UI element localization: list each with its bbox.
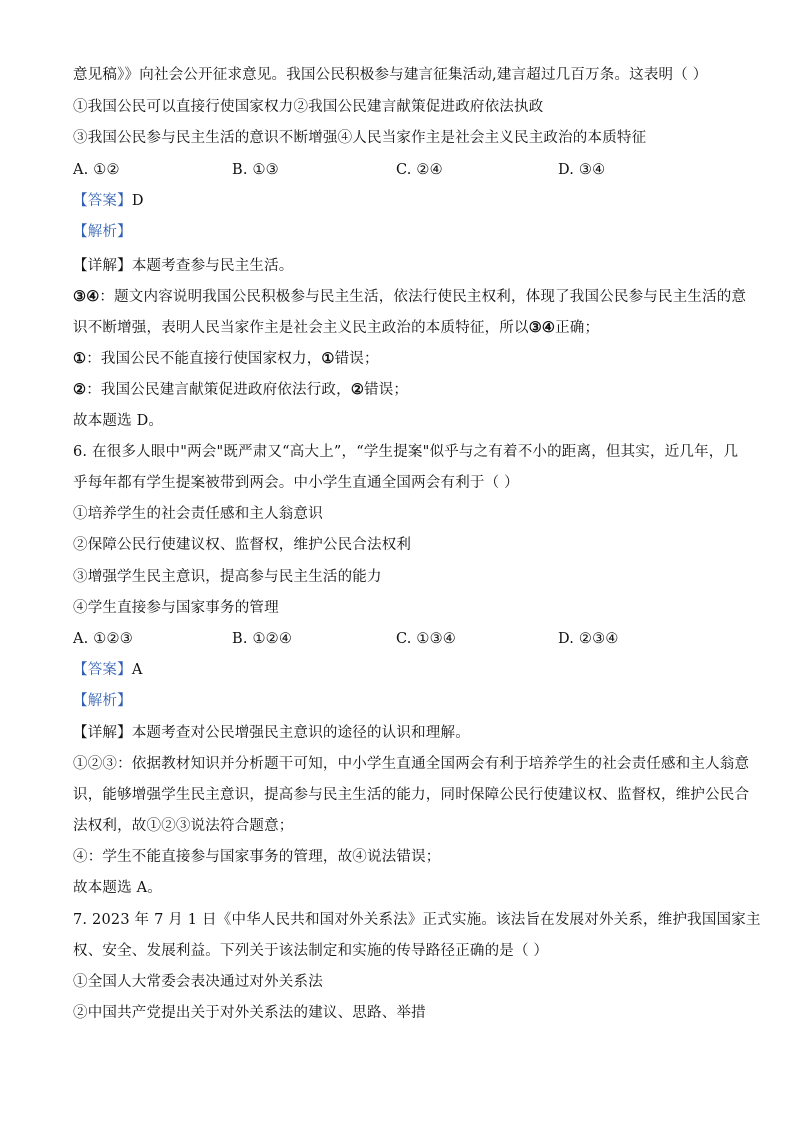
q5-answer	[73, 191, 144, 211]
q5-option-b: B. ①③	[232, 162, 279, 178]
q6-answer	[73, 660, 142, 680]
q5-explanation-3: ②：我国公民建言献策促进政府依法行政，②错误；	[73, 381, 409, 398]
q5-stem-tail: 意见稿》》向社会公开征求意见。我国公民积极参与建言征集活动,建言超过几百万条。这表明（ ）	[73, 67, 708, 83]
q6-explanation-1: ①②③：依据教材知识并分析题干可知，中小学生直通全国两会有利于培养学生的社会责任感和主人翁意	[73, 756, 750, 772]
q7-stem-1: 7. 2023 年 7 月 1 日《中华人民共和国对外关系法》正式实施。该法旨在发展对外关系，维护我国国家主	[73, 912, 761, 928]
q5-statement-3-4: ③我国公民参与民主生活的意识不断增强④人民当家作主是社会主义民主政治的本质特征	[73, 130, 647, 146]
q7-statement-1: ①全国人大常委会表决通过对外关系法	[73, 974, 323, 990]
q6-statement-3: ③增强学生民主意识，提高参与民主生活的能力	[73, 569, 382, 585]
detail-tag: 【详解】	[73, 258, 132, 274]
q5-conclusion: 故本题选 D。	[73, 413, 164, 429]
detail-tag: 【详解】	[73, 725, 132, 741]
q6-options	[73, 629, 723, 649]
q6-stem-2: 乎每年都有学生提案被带到两会。中小学生直通全国两会有利于（ ）	[73, 475, 519, 491]
q6-explanation-2: 识，能够增强学生民主意识，提高参与民主生活的能力，同时保障公民行使建议权、监督权，维护公民合	[73, 787, 750, 803]
q6-statement-4: ④学生直接参与国家事务的管理	[73, 600, 279, 616]
q6-statement-2: ②保障公民行使建议权、监督权，维护公民合法权利	[73, 537, 412, 553]
q5-option-a: A. ①②	[73, 162, 120, 178]
q6-option-b: B. ①②④	[232, 631, 293, 647]
answer-value: A	[131, 662, 143, 678]
q5-explanation-2: ①：我国公民不能直接行使国家权力，①错误；	[73, 350, 379, 367]
q5-option-c: C. ②④	[396, 162, 443, 178]
q5-statement-1-2: ①我国公民可以直接行使国家权力②我国公民建言献策促进政府依法执政	[73, 99, 544, 115]
q6-option-a: A. ①②③	[73, 631, 133, 647]
detail-text: 本题考查参与民主生活。	[131, 258, 294, 274]
q6-explanation-4: ④：学生不能直接参与国家事务的管理，故④说法错误；	[73, 849, 441, 865]
answer-tag: 【答案】	[73, 193, 132, 209]
detail-text: 本题考查对公民增强民主意识的途径的认识和理解。	[131, 725, 470, 741]
q6-explanation-3: 法权利，故①②③说法符合题意；	[73, 818, 294, 834]
q5-explanation-1a: ③④：题文内容说明我国公民积极参与民主生活，依法行使民主权利，体现了我国公民参与民主生活的意	[73, 288, 747, 305]
q6-statement-1: ①培养学生的社会责任感和主人翁意识	[73, 506, 323, 522]
answer-value: D	[131, 193, 144, 209]
q5-explanation-1b: 识不断增强，表明人民当家作主是社会主义民主政治的本质特征，所以③④正确；	[73, 319, 600, 336]
q6-stem-1: 6. 在很多人眼中"两会"既严肃又“高大上”，“学生提案"似乎与之有着不小的距离，但其实，近几年，几	[73, 444, 739, 460]
q7-stem-2: 权、安全、发展利益。下列关于该法制定和实施的传导路径正确的是（ ）	[73, 943, 549, 959]
q5-option-d: D. ③④	[558, 162, 606, 178]
q7-statement-2: ②中国共产党提出关于对外关系法的建议、思路、举措	[73, 1005, 426, 1021]
q5-analysis-tag: 【解析】	[73, 224, 132, 240]
q6-analysis-tag: 【解析】	[73, 693, 132, 709]
q5-detail	[73, 256, 294, 276]
q6-detail	[73, 723, 470, 743]
q6-option-c: C. ①③④	[396, 631, 456, 647]
q6-option-d: D. ②③④	[558, 631, 619, 647]
q5-options	[73, 160, 723, 180]
q6-conclusion: 故本题选 A。	[73, 880, 162, 896]
answer-tag: 【答案】	[73, 662, 132, 678]
